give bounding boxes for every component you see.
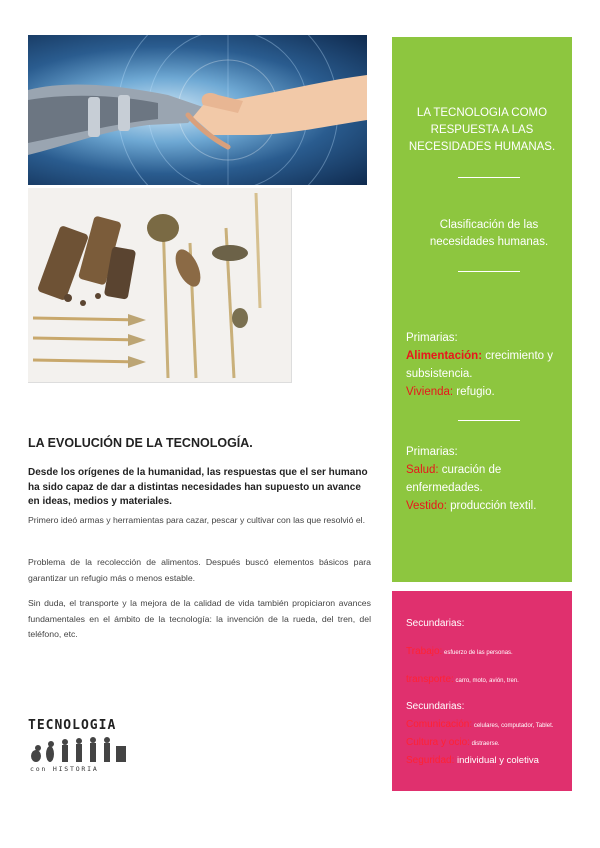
need-item — [406, 736, 500, 751]
need-label: Alimentación: — [406, 350, 483, 362]
classification-heading: Clasificación de las necesidades humanas. — [429, 219, 549, 248]
need-label: Cultura y ocio: — [406, 737, 470, 748]
article-heading: LA EVOLUCIÓN DE LA TECNOLOGÍA. — [28, 436, 253, 450]
need-item — [406, 461, 566, 497]
need-item — [406, 718, 553, 733]
primary-needs-2 — [406, 443, 566, 515]
logo — [28, 718, 128, 776]
primary-heading: Primarias: — [406, 332, 458, 344]
divider — [458, 420, 520, 421]
need-label: Trabajo: — [406, 646, 443, 657]
need-text: distraerse. — [469, 741, 500, 747]
need-label: Vestido: — [406, 500, 447, 512]
need-item — [406, 645, 513, 660]
handshake-illustration — [28, 35, 367, 185]
need-text: curación de enfermedades. — [406, 464, 502, 494]
secondary-needs-panel — [392, 591, 572, 791]
need-label: Comunicación: — [406, 719, 473, 730]
logo-title: TECNOLOGIA — [28, 718, 117, 733]
secondary-heading: Secundarias: — [406, 618, 465, 629]
article-paragraph-3: Sin duda, el transporte y la mejora de la calidad de vida también propiciaron avances fundamentales en el ámbito de la tecnología: la invención de la rueda, del tren, del teléfono, etc. — [28, 598, 371, 639]
article-paragraph-2: Problema de la recolección de alimentos. Después buscó elementos básicos para garantizar un refugio más o menos estable. — [28, 557, 371, 583]
need-text: individual y coletiva — [454, 755, 539, 766]
need-label: Seguridad: — [406, 755, 455, 766]
need-item — [406, 383, 566, 401]
need-text: crecimiento y subsistencia. — [406, 350, 553, 380]
need-text: carro, moto, avión, tren. — [453, 678, 519, 684]
need-item — [406, 347, 566, 383]
divider — [458, 271, 520, 272]
need-text: celulares, computador, Tablet. — [472, 723, 554, 729]
primary-needs-1 — [406, 329, 566, 401]
need-label: transporte: — [406, 674, 454, 685]
need-text: producción textil. — [446, 500, 537, 512]
divider — [458, 177, 520, 178]
tools-illustration — [28, 188, 291, 382]
evolution-icon — [28, 736, 128, 764]
need-item — [406, 754, 539, 768]
need-text: esfuerzo de las personas. — [442, 650, 513, 656]
need-label: Vivienda: — [406, 386, 454, 398]
need-item — [406, 673, 519, 688]
secondary-heading: Secundarias: — [406, 701, 465, 712]
need-label: Salud: — [406, 464, 439, 476]
article-intro: Desde los orígenes de la humanidad, las respuestas que el ser humano ha sido capaz de dar a distintas necesidades han supuesto un avance en ideas, medios y materiales. — [28, 467, 368, 507]
primary-heading: Primarias: — [406, 446, 458, 458]
logo-subtitle: con HISTORIA — [30, 765, 99, 773]
need-text: refugio. — [453, 386, 495, 398]
handshake-image — [28, 35, 367, 185]
need-item — [406, 497, 566, 515]
panel-title: LA TECNOLOGIA COMO RESPUESTA A LAS NECESIDADES HUMANAS. — [408, 107, 556, 153]
needs-panel — [392, 37, 572, 582]
article-paragraph-1: Primero ideó armas y herramientas para cazar, pescar y cultivar con las que resolvió el. — [28, 515, 366, 525]
tools-image — [28, 188, 292, 383]
